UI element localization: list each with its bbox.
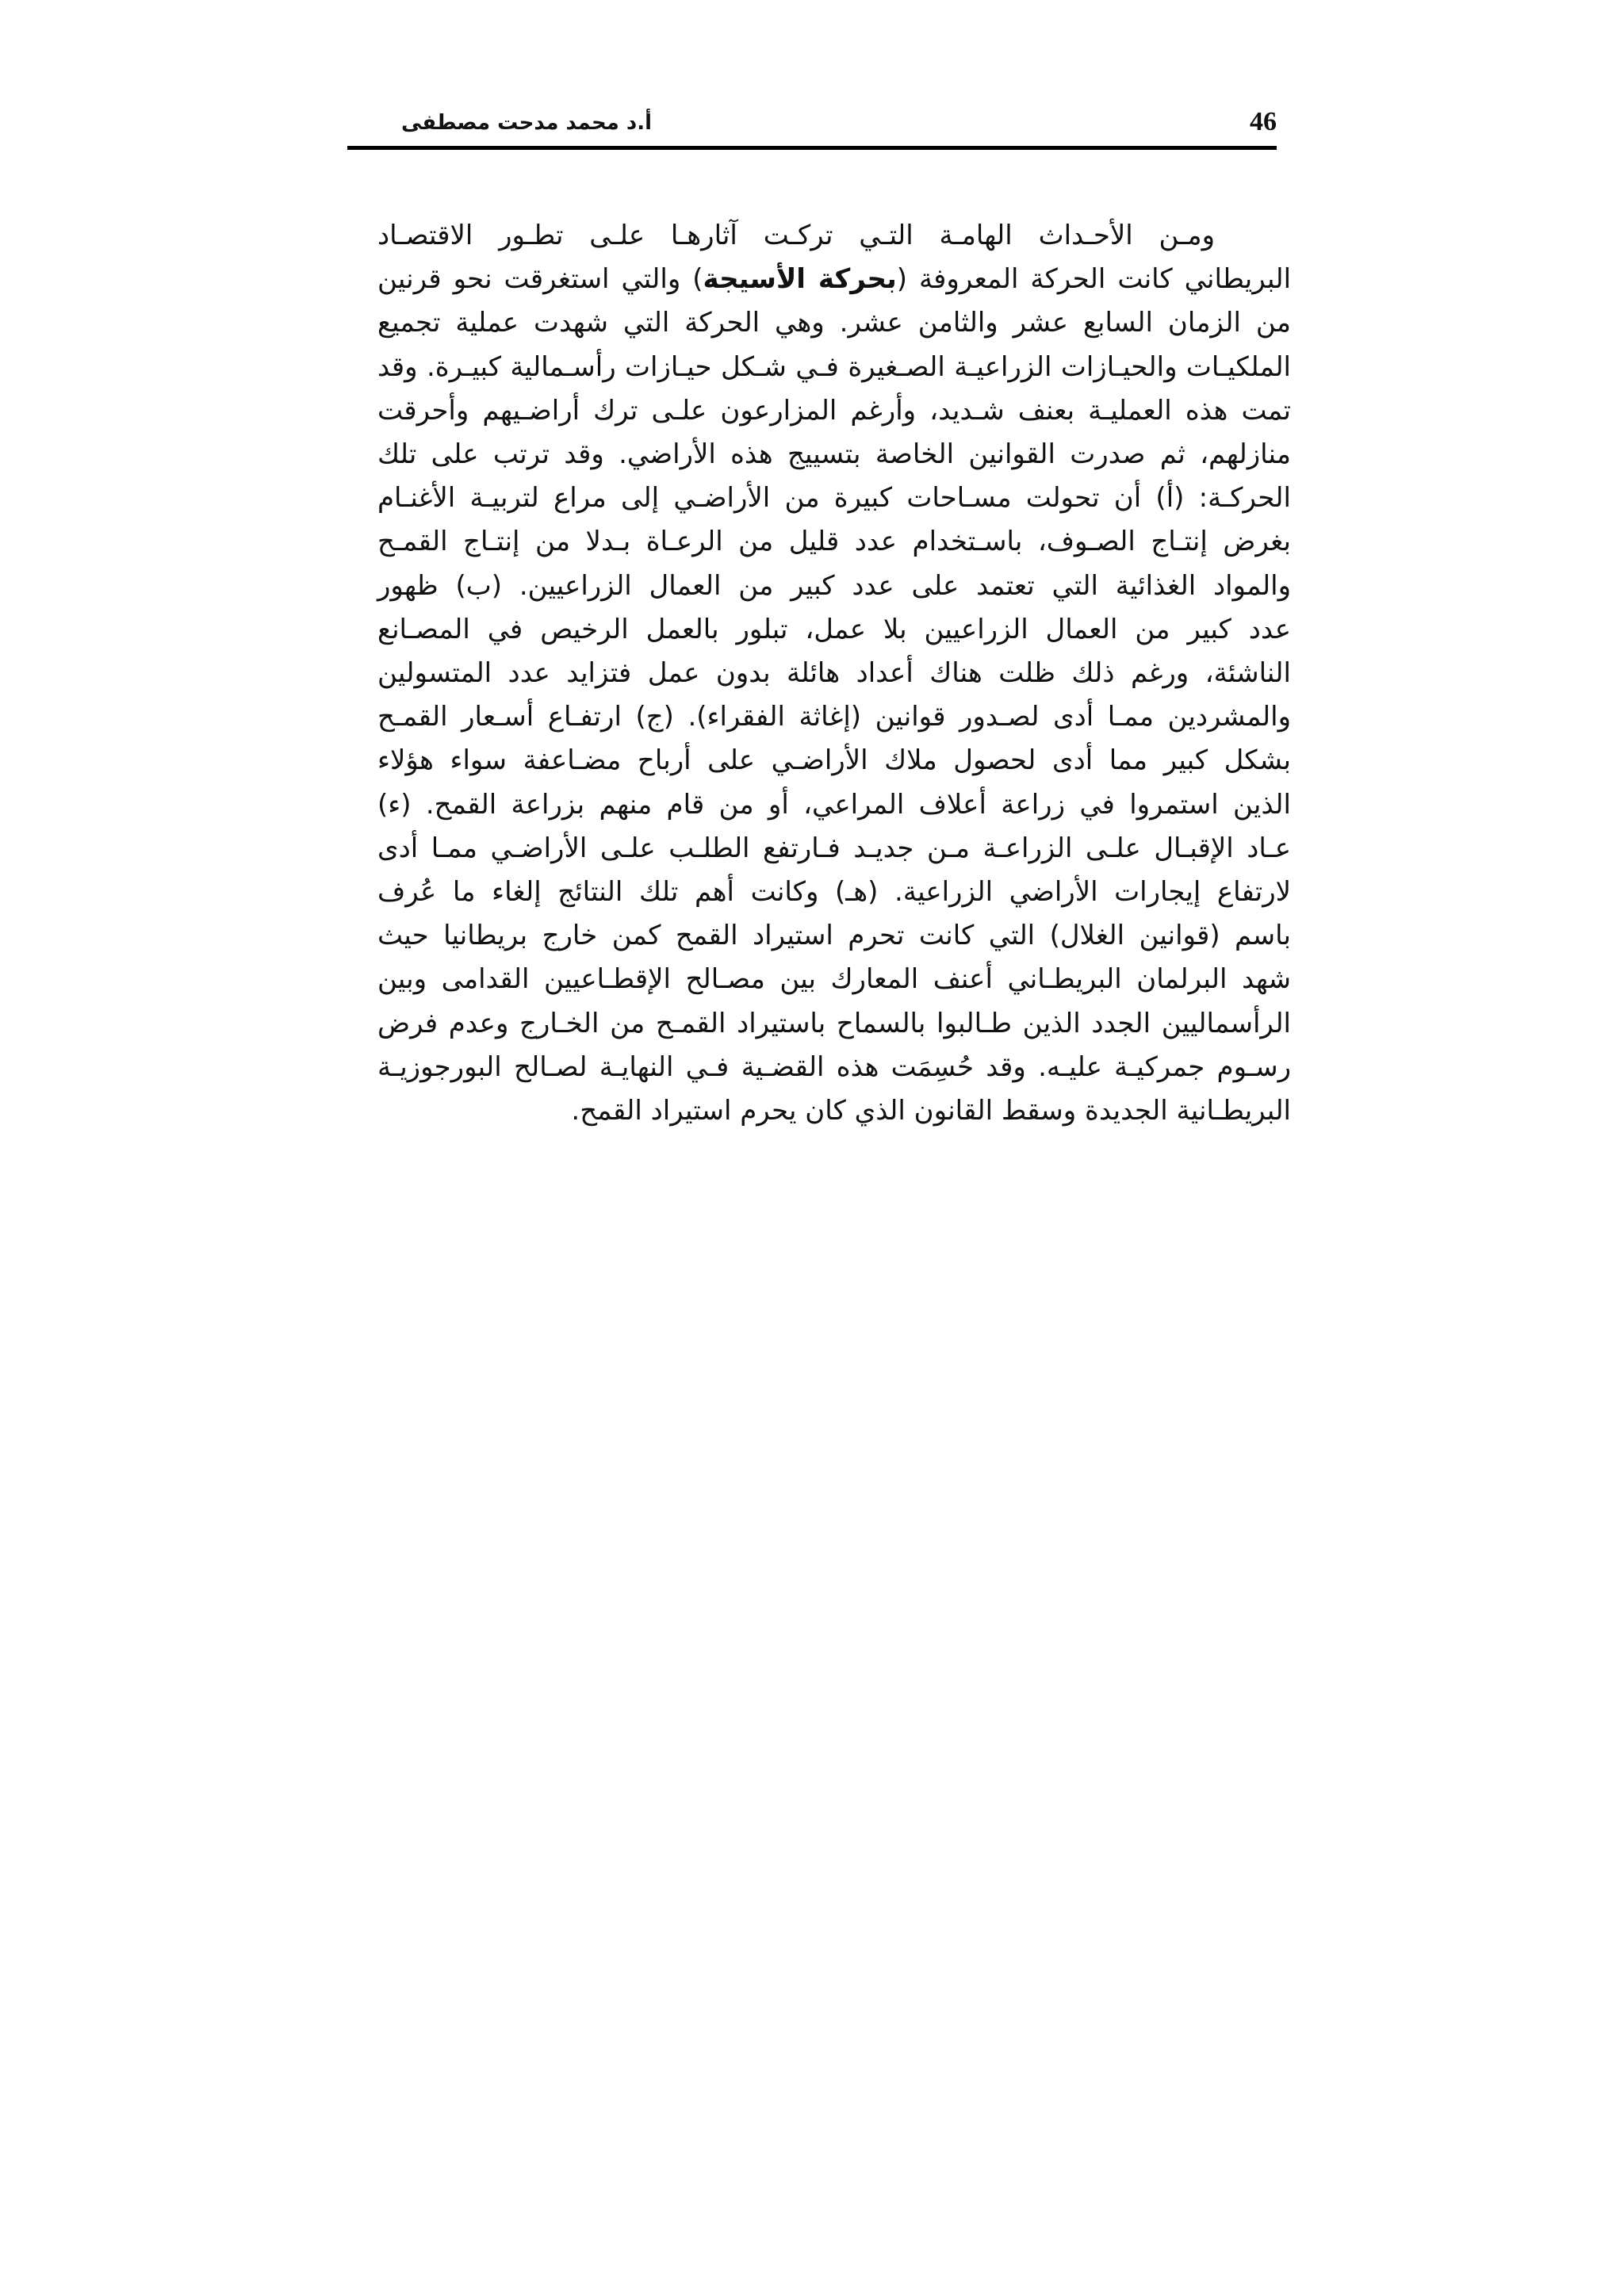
text-line-last: البريطـانية الجديدة وسقط القانون الذي كان يحرم استيراد القمح. <box>571 1095 1291 1127</box>
text-line: رسـوم جمركيـة عليـه. وقد حُسِمَت هذه القضـية فـي النهايـة لصـالح البورجوزيـة <box>377 1050 1291 1083</box>
text-line: والمشردين ممـا أدى لصـدور قوانين (إغاثة الفقراء). (ج) ارتفـاع أسـعار القمـح <box>377 701 1291 733</box>
text-line: بغرض إنتـاج الصـوف، باسـتخدام عدد قليل من الرعـاة بـدلا من إنتـاج القمـح <box>377 526 1291 558</box>
text-line: منازلهم، ثم صدرت القوانين الخاصة بتسييج هذه الأراضي. وقد ترتب على تلك <box>377 438 1291 471</box>
text-segment: ) والتي استغرقت نحو قرنين <box>377 263 703 296</box>
text-line: الناشئة، ورغم ذلك ظلت هناك أعداد هائلة بدون عمل فتزايد عدد المتسولين <box>377 657 1291 690</box>
text-line: من الزمان السابع عشر والثامن عشر. وهي الحركة التي شهدت عملية تجميع <box>377 307 1291 339</box>
page-number: 46 <box>1250 107 1277 136</box>
text-segment: البريطاني كانت الحركة المعروفة ( <box>896 263 1292 296</box>
text-line: الحركـة: (أ) أن تحولت مسـاحات كبيرة من الأراضـي إلى مراع لتربيـة الأغنـام <box>377 482 1291 515</box>
text-line: عـاد الإقبـال علـى الزراعـة مـن جديـد فـارتفع الطلـب علـى الأراضـي ممـا أدى <box>377 832 1291 864</box>
text-line-with-bold <box>377 258 1291 301</box>
text-line: بشكل كبير مما أدى لحصول ملاك الأراضـي على أرباح مضـاعفة سواء هؤلاء <box>377 744 1291 777</box>
body-paragraph <box>377 214 1291 1133</box>
bold-term: بحركة الأسيجة <box>703 263 897 296</box>
text-line: الملكيـات والحيـازات الزراعيـة الصـغيرة فـي شـكل حيـازات رأسـمالية كبيـرة. وقد <box>377 350 1291 383</box>
header-divider <box>347 146 1277 150</box>
text-line: تمت هذه العمليـة بعنف شـديد، وأرغم المزارعون علـى ترك أراضـيهم وأحرقت <box>377 394 1291 427</box>
text-line: شهد البرلمان البريطـاني أعنف المعارك بين مصـالح الإقطـاعيين القدامى وبين <box>377 963 1291 996</box>
text-line: الرأسماليين الجدد الذين طـالبوا بالسماح باستيراد القمـح من الخـارج وعدم فرض <box>377 1007 1291 1039</box>
author-name: أ.د محمد مدحت مصطفى <box>401 111 653 135</box>
text-line: ومـن الأحـداث الهامـة التـي تركـت آثارهـا علـى تطـور الاقتصـاد <box>377 220 1215 251</box>
text-line: والمواد الغذائية التي تعتمد على عدد كبير من العمال الزراعيين. (ب) ظهور <box>377 569 1291 602</box>
text-line: عدد كبير من العمال الزراعيين بلا عمل، تبلور بالعمل الرخيص في المصـانع <box>377 613 1291 645</box>
text-line: الذين استمروا في زراعة أعلاف المراعي، أو من قام منهم بزراعة القمح. (ء) <box>377 788 1291 821</box>
text-line: لارتفاع إيجارات الأراضي الزراعية. (هـ) وكانت أهم تلك النتائج إلغاء ما عُرف <box>377 876 1291 909</box>
page-header <box>347 101 1277 146</box>
text-line: باسم (قوانين الغلال) التي كانت تحرم استيراد القمح كمن خارج بريطانيا حيث <box>377 920 1291 952</box>
